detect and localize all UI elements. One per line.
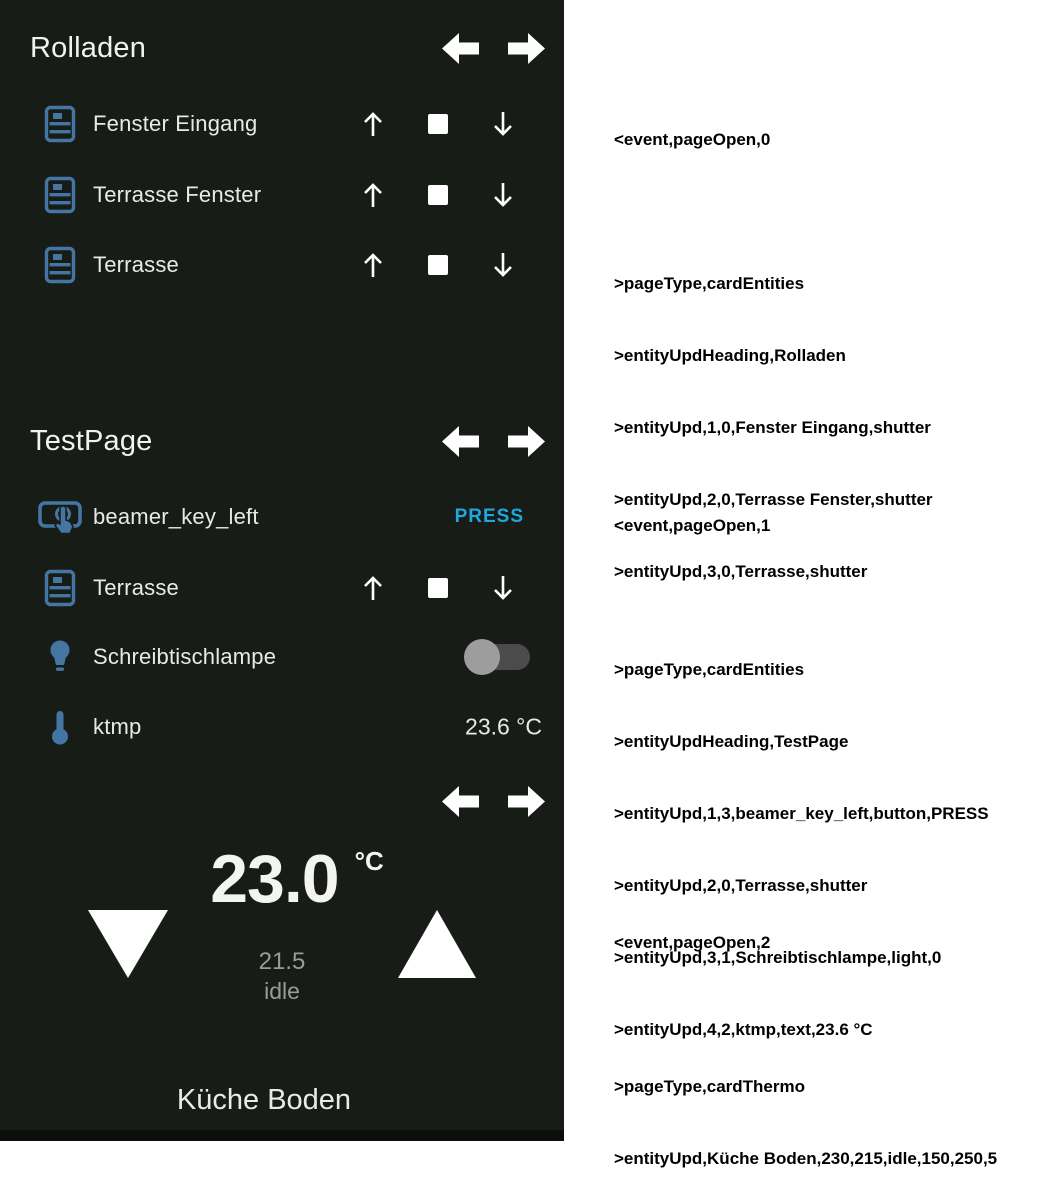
entity-label: Terrasse (93, 252, 179, 277)
target-temperature: 21.5 (258, 948, 306, 975)
shutter-down-button[interactable] (480, 101, 526, 147)
arrow-left-icon (442, 33, 479, 64)
serial-response-line: >entityUpdHeading,Rolladen (614, 346, 846, 365)
arrow-up-icon (365, 185, 381, 207)
arrow-up-icon (365, 578, 381, 600)
entity-row-terrasse-fenster (0, 171, 564, 219)
hvac-state: idle (264, 978, 300, 1004)
current-temperature (15, 841, 579, 917)
gesture-tap-button-icon (38, 498, 82, 536)
entity-label: Fenster Eingang (93, 111, 258, 136)
entity-label: beamer_key_left (93, 504, 259, 529)
stop-icon (428, 185, 448, 205)
arrow-down-icon (495, 183, 511, 205)
arrow-down-icon (495, 576, 511, 598)
serial-response-line: >pageType,cardThermo (614, 1077, 805, 1096)
light-toggle-switch[interactable] (468, 644, 530, 670)
window-shutter-icon (44, 105, 76, 143)
shutter-down-button[interactable] (480, 565, 526, 611)
entity-label: ktmp (93, 714, 142, 739)
window-shutter-icon (44, 246, 76, 284)
serial-response-line: >entityUpd,3,0,Terrasse,shutter (614, 562, 868, 581)
entity-row-schreibtischlampe (0, 633, 564, 681)
next-page-button[interactable] (508, 425, 545, 458)
entity-label: Terrasse Fenster (93, 182, 262, 207)
entity-label: Schreibtischlampe (93, 644, 277, 669)
shutter-up-button[interactable] (350, 101, 396, 147)
serial-response-line: >entityUpd,1,0,Fenster Eingang,shutter (614, 418, 931, 437)
press-button[interactable]: PRESS (454, 506, 524, 527)
arrow-right-icon (508, 33, 545, 64)
toggle-knob (464, 639, 500, 675)
stop-icon (428, 114, 448, 134)
arrow-right-icon (508, 426, 545, 457)
serial-request-line: <event,pageOpen,0 (614, 130, 771, 149)
prev-page-button[interactable] (442, 425, 479, 458)
next-page-button[interactable] (508, 785, 545, 818)
arrow-up-icon (365, 255, 381, 277)
serial-response-line: >entityUpdHeading,TestPage (614, 732, 849, 751)
entity-label: Terrasse (93, 575, 179, 600)
shutter-up-button[interactable] (350, 242, 396, 288)
sensor-value: 23.6 °C (465, 713, 542, 740)
arrow-right-icon (508, 786, 545, 817)
arrow-down-icon (495, 112, 511, 134)
arrow-up-icon (365, 114, 381, 136)
serial-response-line: >entityUpd,3,1,Schreibtischlampe,light,0 (614, 948, 942, 967)
shutter-stop-button[interactable] (415, 565, 461, 611)
entity-row-terrasse-testpage (0, 564, 564, 612)
serial-request-line: <event,pageOpen,1 (614, 516, 771, 535)
thermometer-icon (50, 709, 70, 745)
window-shutter-icon (44, 176, 76, 214)
lightbulb-icon (47, 639, 73, 675)
shutter-stop-button[interactable] (415, 101, 461, 147)
page-nav (442, 32, 545, 65)
serial-response-line: >entityUpd,4,2,ktmp,text,23.6 °C (614, 1020, 873, 1039)
page-title-rolladen: Rolladen (30, 32, 147, 64)
shutter-stop-button[interactable] (415, 242, 461, 288)
panel-bottom-edge (0, 1130, 564, 1141)
shutter-stop-button[interactable] (415, 172, 461, 218)
serial-response-line: >entityUpd,1,3,beamer_key_left,button,PRESS (614, 804, 989, 823)
next-page-button[interactable] (508, 32, 545, 65)
page-nav (442, 785, 545, 818)
stop-icon (428, 255, 448, 275)
shutter-up-button[interactable] (350, 172, 396, 218)
stop-icon (428, 578, 448, 598)
shutter-down-button[interactable] (480, 242, 526, 288)
entity-row-beamer-key-left (0, 493, 564, 541)
arrow-left-icon (442, 426, 479, 457)
serial-request-line: <event,pageOpen,2 (614, 933, 771, 952)
temperature-unit: °C (354, 846, 384, 876)
shutter-down-button[interactable] (480, 172, 526, 218)
prev-page-button[interactable] (442, 785, 479, 818)
serial-response-line: >pageType,cardEntities (614, 274, 805, 293)
window-shutter-icon (44, 569, 76, 607)
serial-response-line: >entityUpd,2,0,Terrasse Fenster,shutter (614, 490, 933, 509)
arrow-down-icon (495, 253, 511, 275)
current-temperature-value: 23.0 (210, 841, 339, 917)
serial-response-line: >entityUpd,Küche Boden,230,215,idle,150,250,5 (614, 1149, 998, 1168)
page-title-testpage: TestPage (30, 425, 153, 457)
thermostat-name: Küche Boden (176, 1084, 352, 1116)
entity-row-ktmp (0, 703, 564, 751)
serial-log-block-3 (614, 883, 997, 1195)
entity-row-fenster-eingang (0, 100, 564, 148)
shutter-up-button[interactable] (350, 565, 396, 611)
arrow-left-icon (442, 786, 479, 817)
serial-response-line: >pageType,cardEntities (614, 660, 805, 679)
prev-page-button[interactable] (442, 32, 479, 65)
serial-response-line: >entityUpd,2,0,Terrasse,shutter (614, 876, 868, 895)
page-nav (442, 425, 545, 458)
entity-row-terrasse (0, 241, 564, 289)
